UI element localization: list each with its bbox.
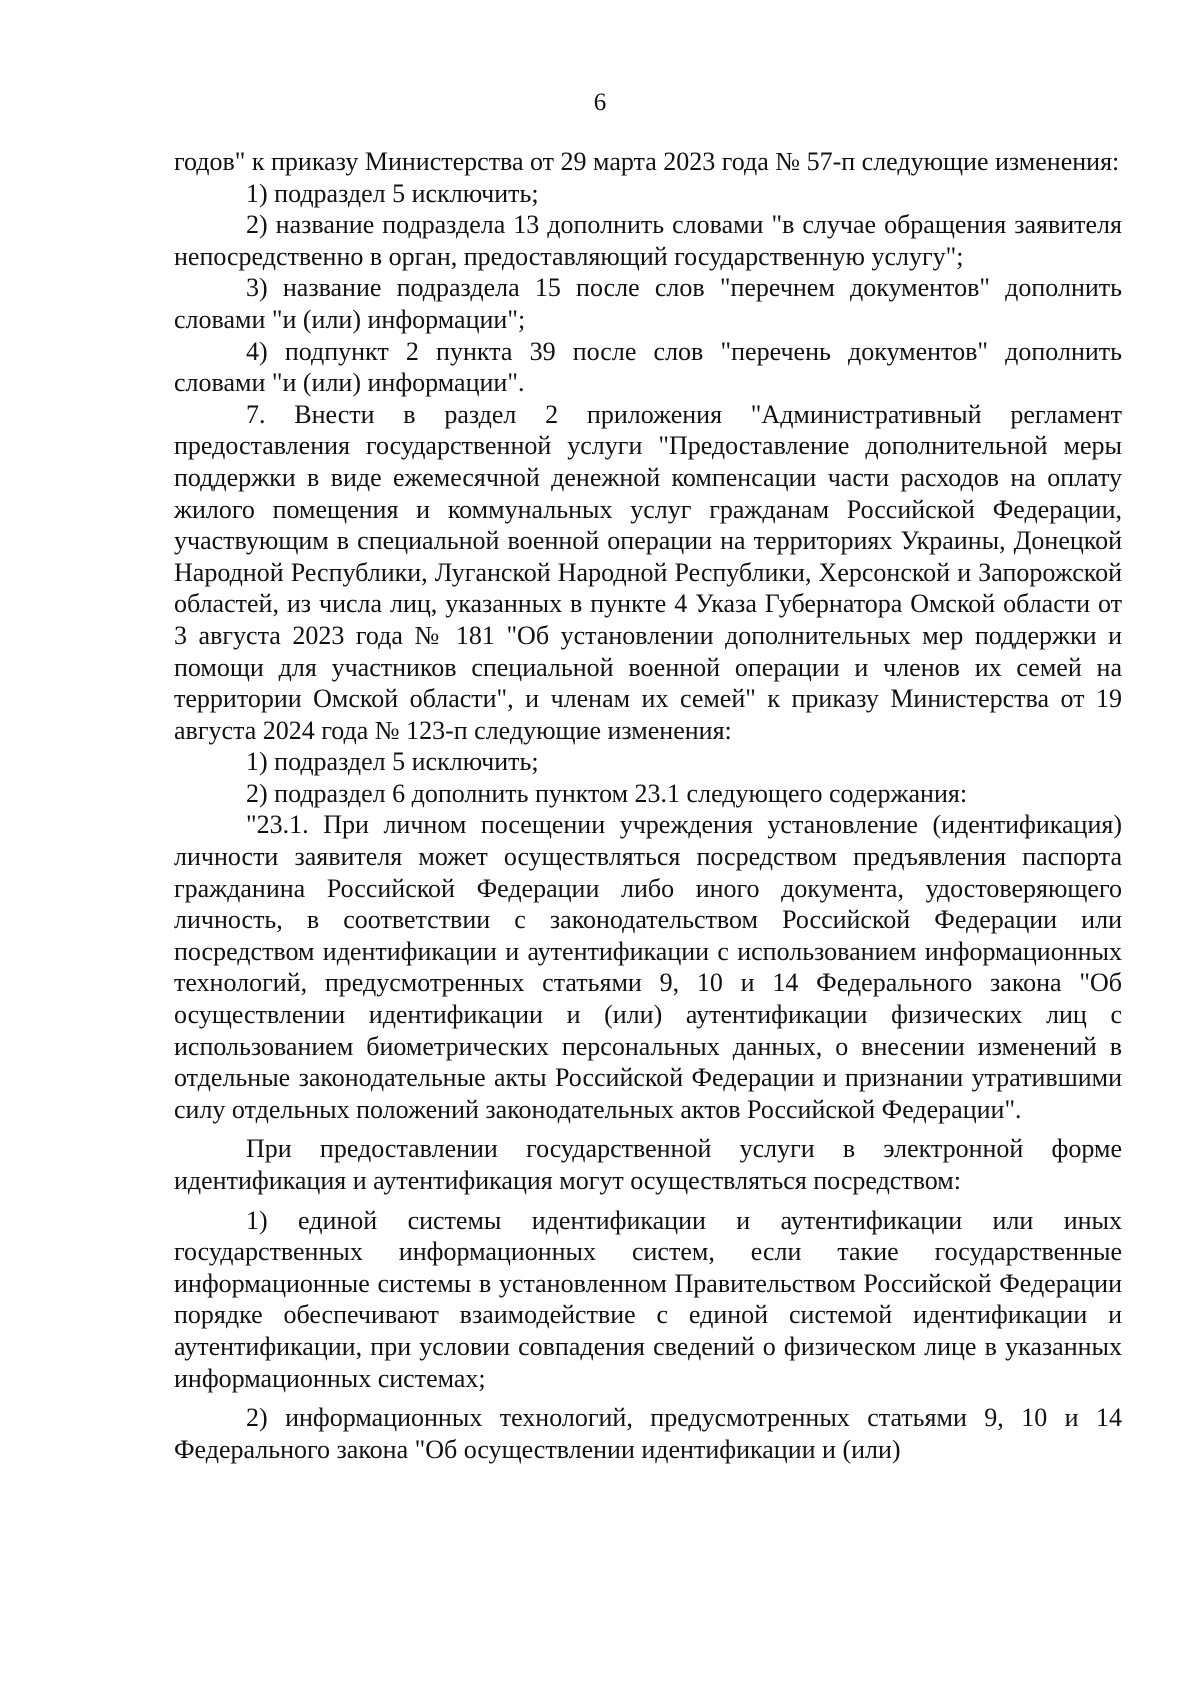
document-body: [174, 146, 1122, 1465]
paragraph-section-7-item-2: 2) подраздел 6 дополнить пунктом 23.1 следующего содержания:: [246, 778, 968, 808]
paragraph-section-7: 7. Внести в раздел 2 приложения "Административный регламент предоставления государственной услуги "Предоставление дополнительной меры поддержки в виде ежемесячной денежной компенсации части расходов на оплату жилого помещения и коммунальных услуг гражданам Российской Федерации, участвующим в специальной военной операции на территориях Украины, Донецкой Народной Республики, Луганской Народной Республики, Херсонской и Запорожской областей, из числа лиц, указанных в пункте 4 Указа Губернатора Омской области от 3 августа 2023 года № 181 "Об установлении дополнительных мер поддержки и помощи для участников специальной военной операции и членов их семей на территории Омской области", и членам их семей" к приказу Министерства от 19 августа 2024 года № 123-п следующие изменения:: [174, 399, 1122, 745]
paragraph-continuation: годов" к приказу Министерства от 29 марта 2023 года № 57-п следующие изменения:: [174, 147, 1120, 176]
paragraph-electronic-form: При предоставлении государственной услуги в электронной форме идентификация и аутентификация могут осуществляться посредством:: [174, 1134, 1122, 1195]
paragraph-item-4: 4) подпункт 2 пункта 39 после слов "перечень документов" дополнить словами "и (или) информации".: [174, 336, 1122, 398]
paragraph-quoted-clause-23-1: "23.1. При личном посещении учреждения установление (идентификация) личности заявителя может осуществляться посредством предъявления паспорта гражданина Российской Федерации либо иного документа, удостоверяющего личность, в соответствии с законодательством Российской Федерации или посредством идентификации и аутентификации с использованием информационных технологий, предусмотренных статьями 9, 10 и 14 Федерального закона "Об осуществлении идентификации и (или) аутентификации физических лиц с использованием биометрических персональных данных, о внесении изменений в отдельные законодательные акты Российской Федерации и признании утратившими силу отдельных положений законодательных актов Российской Федерации".: [174, 810, 1122, 1124]
paragraph-electronic-item-1: 1) единой системы идентификации и аутентификации или иных государственных информационных систем, если такие государственные информационные системы в установленном Правительством Российской Федерации порядке обеспечивают взаимодействие с единой системой идентификации и аутентификации, при условии совпадения сведений о физическом лице в указанных информационных системах;: [174, 1205, 1122, 1393]
paragraph-electronic-item-2: 2) информационных технологий, предусмотренных статьями 9, 10 и 14 Федерального закона "Об осуществлении идентификации и (или): [174, 1403, 1122, 1464]
paragraph-item-1: 1) подраздел 5 исключить;: [246, 178, 539, 208]
paragraph-item-2: 2) название подраздела 13 дополнить словами "в случае обращения заявителя непосредственно в орган, предоставляющий государственную услугу";: [174, 210, 1122, 271]
paragraph-item-3: 3) название подраздела 15 после слов "перечнем документов" дополнить словами "и (или) информации";: [174, 273, 1122, 334]
paragraph-section-7-item-1: 1) подраздел 5 исключить;: [246, 747, 539, 777]
page-number: 6: [593, 89, 607, 116]
